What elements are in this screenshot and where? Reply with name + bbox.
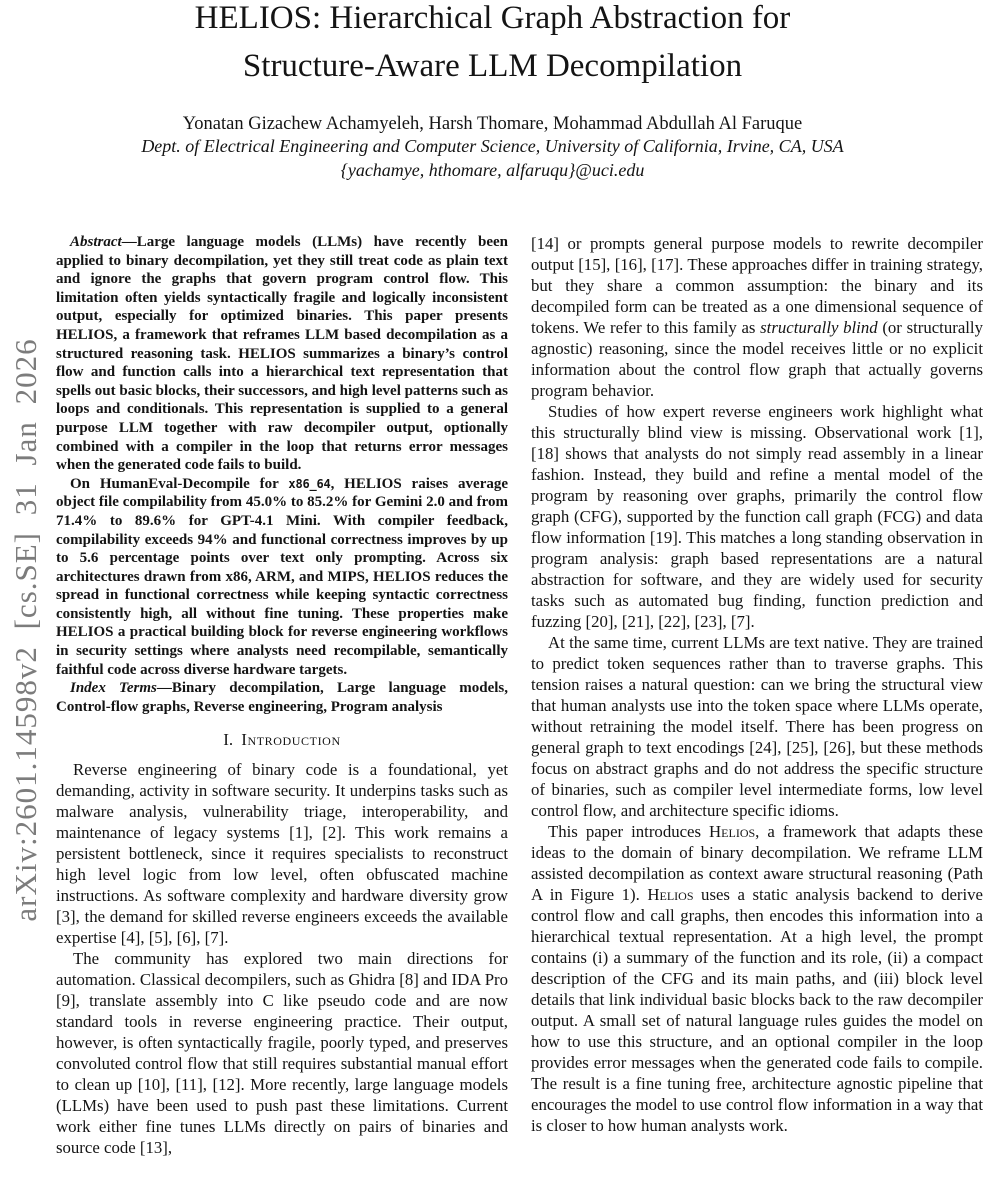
section-number: I.: [223, 730, 234, 750]
abstract-paragraph-2: On HumanEval-Decompile for x86_64, HELIOS raises average object file compilability from 45.0% to 85.2% for Gemini 2.0 and from 71.4% to 89.6% for GPT-4.1 Mini. With compiler feedback, compilability exceeds 94% and functional correctness improves by up to 5.6 percentage points over text only prompting. Across six architectures drawn from x86, ARM, and MIPS, HELIOS reduces the spread in functional correctness while keeping syntactic correctness consistently high, all without fine tuning. These properties make HELIOS a practical building block for reverse engineering workflows in security settings where analysts need recompilable, semantically faithful code across diverse hardware targets.: [56, 475, 509, 678]
body-paragraph-2: Studies of how expert reverse engineers work highlight what this structurally blind view is missing. Observational work [1], [18] shows that analysts do not simply read assembly in a linear fashion. Instead, they build and refine a mental model of the program by reasoning over graphs, primarily the control flow graph (CFG), supported by the function call graph (FCG) and data flow information [19]. This matches a long standing observation in program analysis: graph based representations are a natural abstraction for software, and they are widely used for security tasks such as automated bug finding, function prediction and fuzzing [20], [21], [22], [23], [7].: [531, 402, 983, 631]
arxiv-watermark: arXiv:2601.14598v2 [cs.SE] 31 Jan 2026: [8, 338, 43, 922]
body-paragraph-4: This paper introduces Helios, a framework that adapts these ideas to the domain of binary decompilation. We reframe LLM assisted decompilation as context aware structural reasoning (Path A in Figure 1). Helios uses a static analysis backend to derive control flow and call graphs, then encodes this information into a hierarchical textual representation. At a high level, the prompt contains (i) a summary of the function and its role, (ii) a compact description of the CFG and its main paths, and (iii) block level details that link individual basic blocks back to the raw decompiler output. A small set of natural language rules guides the model on how to use this structure, and an optional compiler in the loop provides error messages when the generated code fails to compile. The result is a fine tuning free, architecture agnostic pipeline that encourages the model to use control flow information in a way that is closer to how human analysts work.: [531, 822, 984, 1135]
section-heading-introduction: [56, 730, 508, 750]
left-column: [56, 233, 508, 1158]
body-paragraph-3: At the same time, current LLMs are text native. They are trained to predict token sequences rather than to traverse graphs. This tension raises a natural question: can we bring the structural view that human analysts use into the token space where LLMs operate, without retraining the model itself. There has been progress on general graph to text encodings [24], [25], [26], but these methods focus on abstract graphs and do not address the specific structure of binaries, such as compiler level intermediate forms, low level control flow, and architecture specific idioms.: [531, 633, 983, 820]
two-column-body: [56, 233, 983, 1158]
intro-paragraph-2: The community has explored two main directions for automation. Classical decompilers, such as Ghidra [8] and IDA Pro [9], translate assembly into C like pseudo code and are now standard tools in reverse engineering practice. Their output, however, is often syntactically fragile, poorly typed, and preserves convoluted control flow that still requires substantial manual effort to clean up [10], [11], [12]. More recently, large language models (LLMs) have been used to push past these limitations. Current work either fine tunes LLMs directly on pairs of binaries and source code [13],: [56, 949, 508, 1158]
body-paragraph-1: [14] or prompts general purpose models to rewrite decompiler output [15], [16], [17]. These approaches differ in training strategy, but they share a common assumption: the binary and its decompiled form can be treated as a one dimensional sequence of tokens. We refer to this family as structurally blind (or structurally agnostic) reasoning, since the model receives little or no explicit information about the control flow graph that actually governs program behavior.: [531, 234, 983, 400]
paper-title-line-1: HELIOS: Hierarchical Graph Abstraction for: [194, 0, 791, 36]
paper-title: [0, 0, 985, 90]
paper-header: [0, 0, 985, 182]
abstract-paragraph-1: Abstract—Large language models (LLMs) have recently been applied to binary decompilation, yet they still treat code as plain text and ignore the graphs that govern program control flow. This limitation often yields syntactically fragile and logically inconsistent output, especially for optimized binaries. This paper presents HELIOS, a framework that reframes LLM based decompilation as a structured reasoning task. HELIOS summarizes a binary’s control flow and function calls into a hierarchical text representation that spells out basic blocks, their successors, and high level patterns such as loops and conditionals. This representation is supplied to a general purpose LLM together with raw decompiler output, optionally combined with a compiler in the loop that returns error messages when the generated code fails to build.: [56, 234, 508, 474]
index-terms: Index Terms—Binary decompilation, Large language models, Control-flow graphs, Reverse engineering, Program analysis: [56, 680, 509, 715]
email: {yachamye, hthomare, alfaruqu}@uci.edu: [340, 159, 645, 180]
intro-paragraph-1: Reverse engineering of binary code is a foundational, yet demanding, activity in software security. It underpins tasks such as malware analysis, vulnerability triage, interoperability, and maintenance of legacy systems [1], [2]. This work remains a persistent bottleneck, since it requires specialists to reconstruct high level logic from low level, often obfuscated machine instructions. As software complexity and hardware diversity grow [3], the demand for skilled reverse engineers exceeds the available expertise [4], [5], [6], [7].: [56, 760, 508, 948]
authors: Yonatan Gizachew Achamyeleh, Harsh Thomare, Mohammad Abdullah Al Faruque: [182, 114, 803, 134]
section-title: Introduction: [241, 730, 341, 750]
paper-title-line-2: Structure-Aware LLM Decompilation: [242, 48, 743, 84]
affiliation: Dept. of Electrical Engineering and Computer Science, University of California, Irvine, CA, USA: [141, 136, 844, 156]
right-column: [531, 233, 983, 1158]
